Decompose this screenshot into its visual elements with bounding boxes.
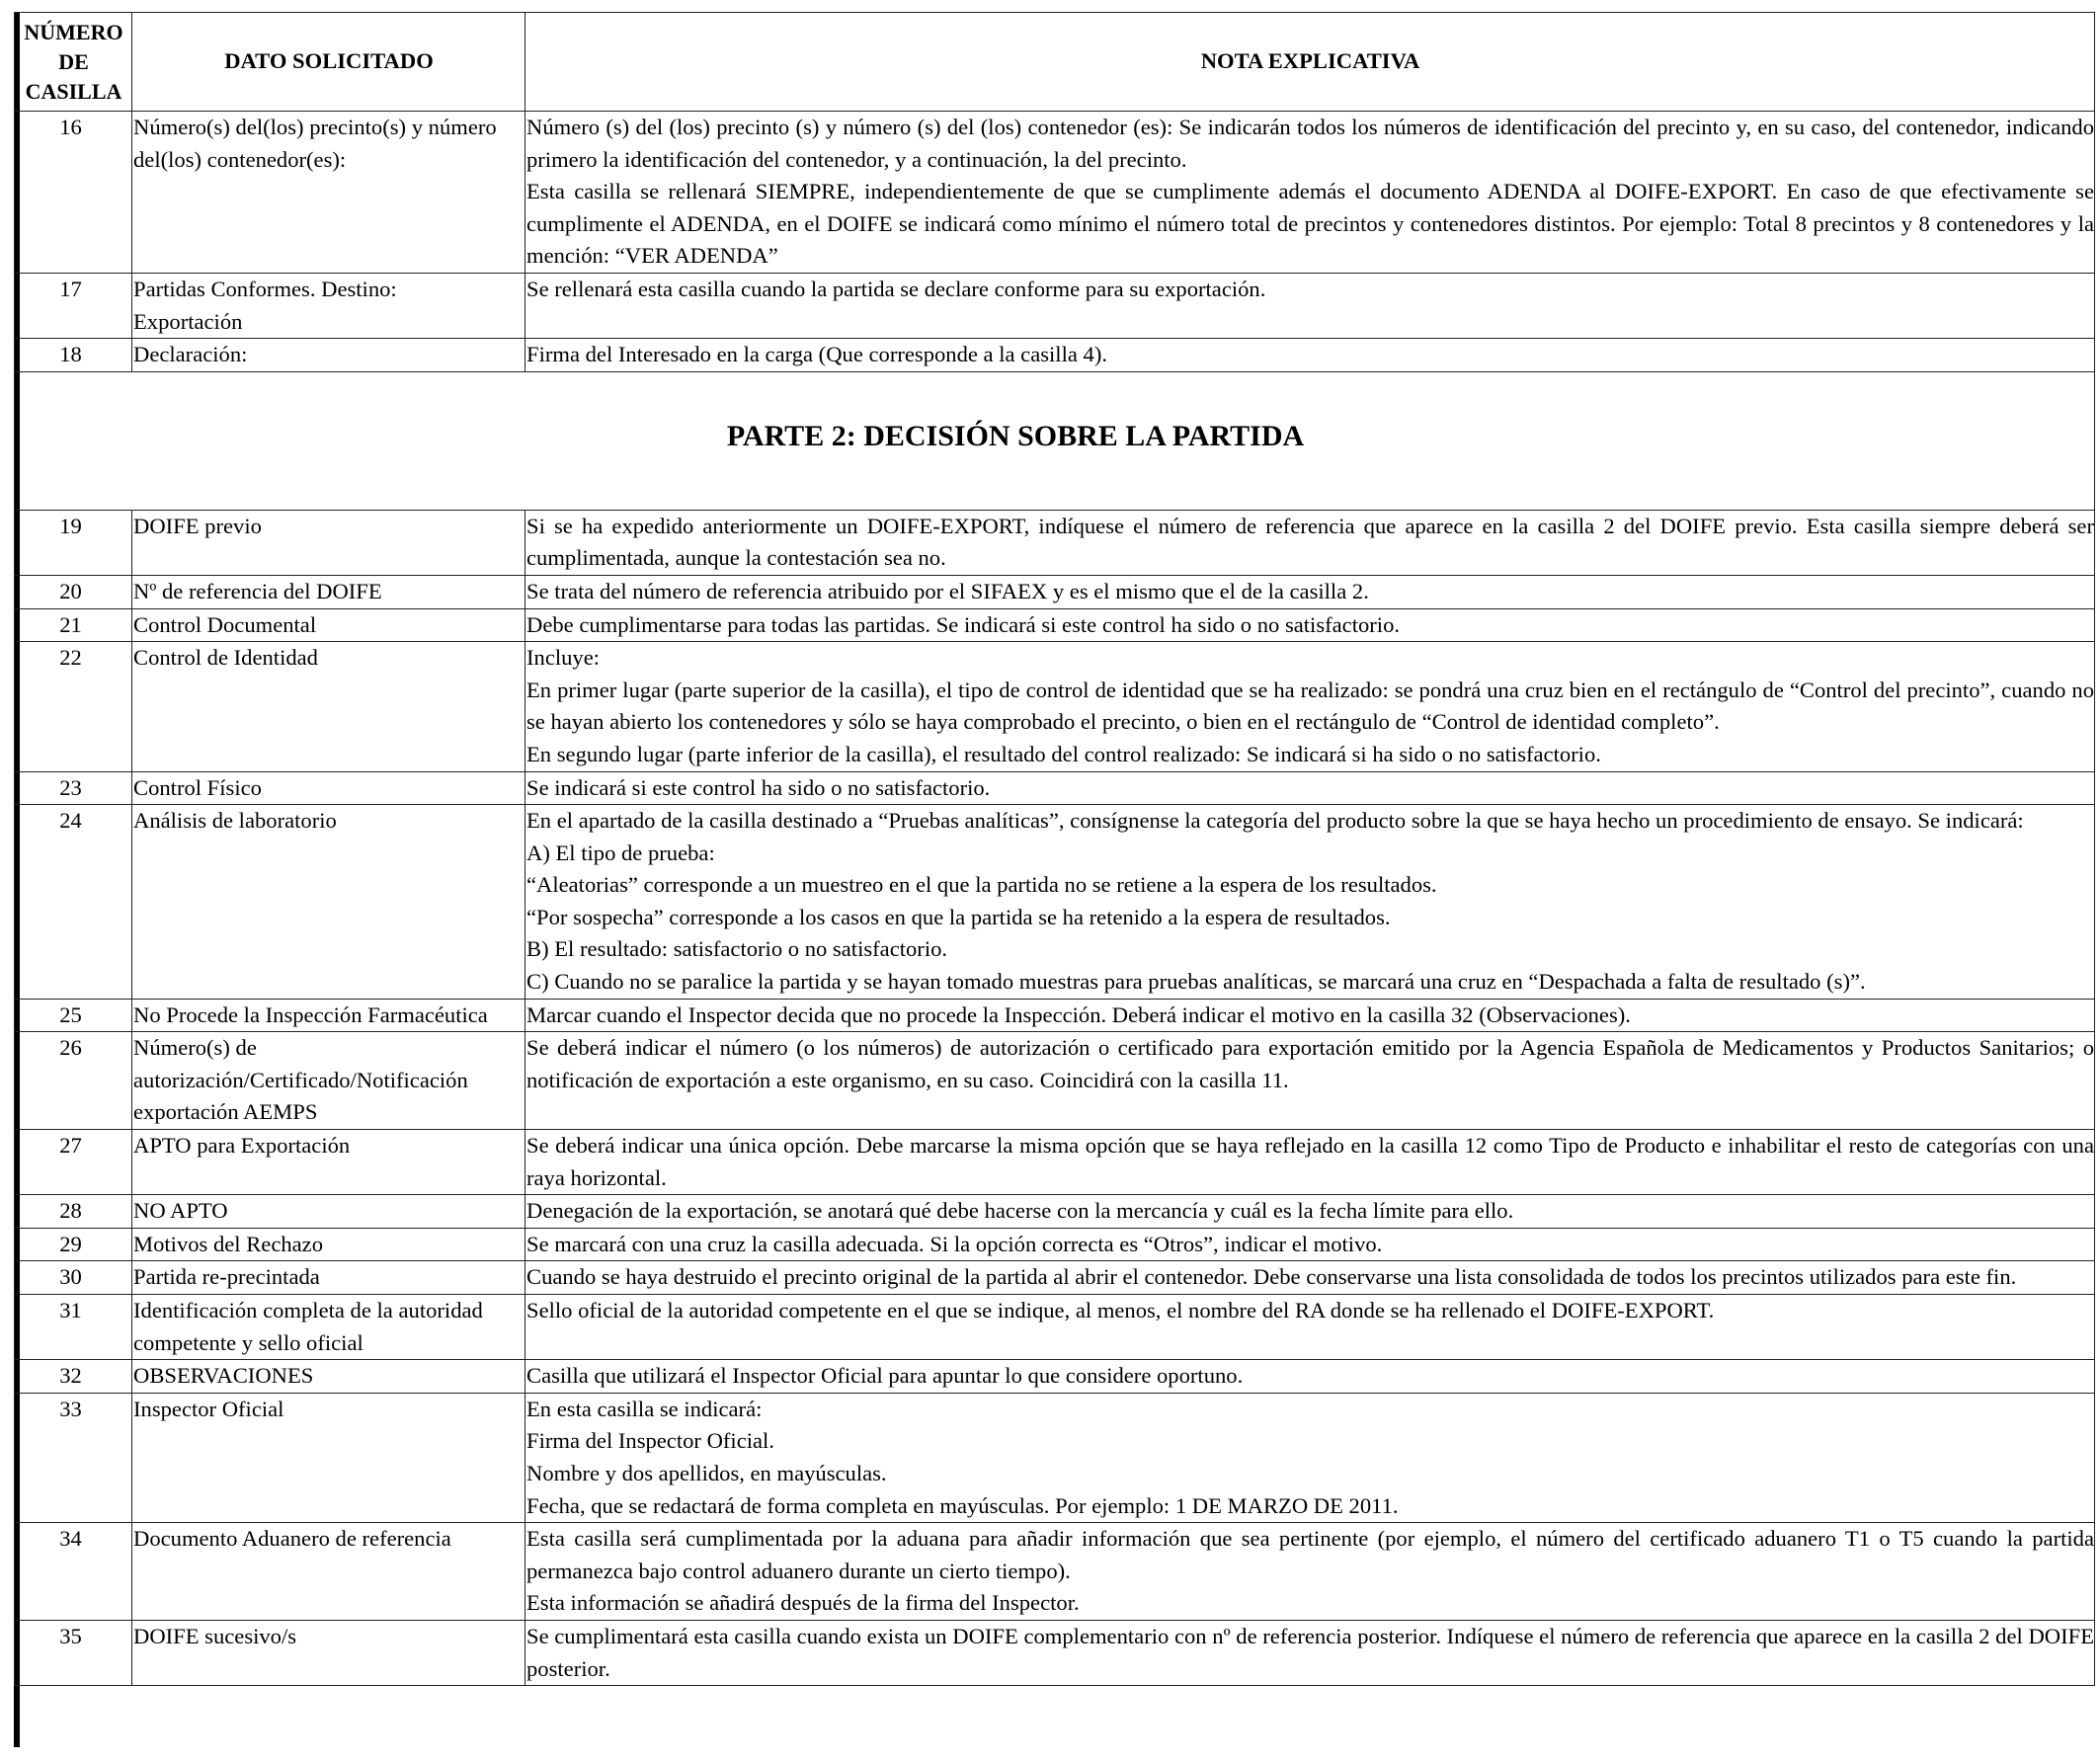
header-numero-line: NÚMERO: [24, 19, 123, 44]
dato-line: Partidas Conformes. Destino:: [133, 276, 397, 301]
dato-solicitado: [132, 273, 525, 338]
header-de-line: DE: [58, 48, 89, 74]
dato-solicitado: [132, 1195, 525, 1229]
nota-paragraph: Marcar cuando el Inspector decida que no procede la Inspección. Deberá indicar el motivo en la casilla 32 (Observaciones).: [526, 1001, 1631, 1027]
table-row: [15, 1228, 2095, 1261]
nota-explicativa: [525, 805, 2095, 1000]
header-dato-solicitado: DATO SOLICITADO: [132, 13, 525, 112]
dato-solicitado: [132, 771, 525, 805]
dato-line: DOIFE previo: [133, 513, 262, 538]
casilla-number: 35: [15, 1620, 132, 1685]
nota-paragraph: En el apartado de la casilla destinado a “Pruebas analíticas”, consígnense la categoría del producto sobre la que se haya hecho un procedimiento de ensayo. Se indicará:: [526, 808, 2024, 834]
nota-explicativa: [525, 1393, 2095, 1522]
nota-paragraph: “Aleatorias” corresponde a un muestreo en el que la partida no se retiene a la espera de los resultados.: [526, 872, 1437, 898]
nota-explicativa: [525, 1523, 2095, 1621]
casilla-number: 33: [15, 1393, 132, 1522]
dato-line: Exportación: [133, 308, 243, 334]
nota-paragraph: Fecha, que se redactará de forma completa en mayúsculas. Por ejemplo: 1 DE MARZO DE 2011.: [526, 1492, 1399, 1518]
casilla-number: 21: [15, 608, 132, 642]
dato-solicitado: [132, 1130, 525, 1195]
dato-solicitado: [132, 1295, 525, 1360]
dato-solicitado: [132, 1360, 525, 1394]
nota-paragraph: Incluye:: [526, 645, 601, 671]
document-page: [14, 12, 2094, 1686]
nota-paragraph: Sello oficial de la autoridad competente en el que se indique, al menos, el nombre del RA donde se ha rellenado el DOIFE-EXPORT.: [526, 1298, 1715, 1322]
dato-solicitado: [132, 1523, 525, 1621]
casilla-number: 17: [15, 273, 132, 338]
section-title-text: PARTE 2: DECISIÓN SOBRE LA PARTIDA: [726, 419, 1305, 452]
casilla-number: 30: [15, 1261, 132, 1295]
nota-explicativa: [525, 1032, 2095, 1130]
nota-paragraph: Esta casilla será cumplimentada por la aduana para añadir información que sea pertinente (por ejemplo, el número del certificado aduanero T1 o T5 cuando la partida permanezca bajo control aduanero durante un cierto tiempo).: [526, 1526, 2094, 1583]
dato-solicitado: [132, 112, 525, 274]
dato-line: Documento Aduanero de referencia: [133, 1526, 451, 1552]
header-row: [15, 13, 2095, 112]
casilla-number: 16: [15, 112, 132, 274]
dato-solicitado: [132, 805, 525, 1000]
dato-solicitado: [132, 1393, 525, 1522]
nota-paragraph: Esta casilla se rellenará SIEMPRE, independientemente de que se cumplimente además el documento ADENDA al DOIFE-EXPORT. En caso de que efectivamente se cumplimente el ADENDA, en el DOIFE se indicará como mínimo el número total de precintos y contenedores distintos. Por ejemplo: Total 8 precintos y 8 contenedores y la mención: “VER ADENDA”: [526, 179, 2094, 269]
table-row: [15, 112, 2095, 274]
nota-explicativa: [525, 112, 2095, 274]
nota-paragraph: Esta información se añadirá después de la firma del Inspector.: [526, 1590, 1080, 1616]
casilla-number: 18: [15, 339, 132, 372]
rows-parte-2: [15, 510, 2095, 1685]
dato-line: Inspector Oficial: [133, 1396, 284, 1421]
dato-solicitado: [132, 1032, 525, 1130]
nota-explicativa: [525, 1130, 2095, 1195]
nota-explicativa: [525, 608, 2095, 642]
nota-paragraph: Se deberá indicar el número (o los números) de autorización o certificado para exportación emitido por la Agencia Española de Medicamentos y Productos Sanitarios; o notificación de exportación a este organismo, en su caso. Coincidirá con la casilla 11.: [526, 1035, 2094, 1092]
table-row: [15, 1032, 2095, 1130]
dato-line: del(los) contenedor(es):: [133, 146, 347, 172]
nota-paragraph: Se marcará con una cruz la casilla adecuada. Si la opción correcta es “Otros”, indicar el motivo.: [526, 1231, 1383, 1256]
dato-solicitado: [132, 339, 525, 372]
nota-paragraph: Casilla que utilizará el Inspector Oficial para apuntar lo que considere oportuno.: [526, 1363, 1244, 1389]
nota-paragraph: En esta casilla se indicará:: [526, 1396, 763, 1421]
nota-explicativa: [525, 273, 2095, 338]
table-row: [15, 510, 2095, 575]
table-row: [15, 999, 2095, 1032]
table-row: [15, 1130, 2095, 1195]
nota-paragraph: Cuando se haya destruido el precinto original de la partida al abrir el contenedor. Debe conservarse una lista consolidada de todos los precintos utilizados para este fin.: [526, 1264, 2017, 1290]
nota-paragraph: Se indicará si este control ha sido o no satisfactorio.: [526, 774, 991, 800]
casilla-number: 19: [15, 510, 132, 575]
casilla-number: 34: [15, 1523, 132, 1621]
nota-paragraph: A) El tipo de prueba:: [526, 840, 715, 865]
dato-line: Número(s) del(los) precinto(s) y número: [133, 115, 497, 139]
dato-solicitado: [132, 1261, 525, 1295]
header-numero-casilla: [15, 13, 132, 112]
table-row: [15, 339, 2095, 372]
dato-line: Control Documental: [133, 611, 317, 637]
dato-solicitado: [132, 642, 525, 771]
nota-paragraph: Si se ha expedido anteriormente un DOIFE-EXPORT, indíquese el número de referencia que aparece en la casilla 2 del DOIFE previo. Esta casilla siempre deberá ser cumplimentada, aunque la contestación sea no.: [526, 513, 2094, 571]
dato-solicitado: [132, 575, 525, 608]
nota-paragraph: Se trata del número de referencia atribuido por el SIFAEX y es el mismo que el de la casilla 2.: [526, 578, 1369, 603]
nota-paragraph: Número (s) del (los) precinto (s) y número (s) del (los) contenedor (es): Se indicarán todos los números de identificación del precinto y, en su caso, del contenedor, indicando primero la identificación del contenedor, y a continuación, la del precinto.: [526, 115, 2094, 172]
table-row: [15, 1620, 2095, 1685]
nota-paragraph: Nombre y dos apellidos, en mayúsculas.: [526, 1460, 887, 1485]
casilla-number: 32: [15, 1360, 132, 1394]
table-row: [15, 575, 2095, 608]
casilla-number: 24: [15, 805, 132, 1000]
casilla-number: 20: [15, 575, 132, 608]
table-row: [15, 608, 2095, 642]
nota-explicativa: [525, 1620, 2095, 1685]
rows-parte-1: [15, 112, 2095, 372]
table-row: [15, 1261, 2095, 1295]
nota-explicativa: [525, 339, 2095, 372]
table-row: [15, 273, 2095, 338]
casilla-number: 23: [15, 771, 132, 805]
dato-solicitado: [132, 999, 525, 1032]
dato-solicitado: [132, 608, 525, 642]
dato-line: No Procede la Inspección Farmacéutica: [133, 1001, 488, 1027]
nota-explicativa: [525, 510, 2095, 575]
dato-line: autorización/Certificado/Notificación: [133, 1067, 468, 1092]
casilla-number: 31: [15, 1295, 132, 1360]
nota-explicativa: [525, 1360, 2095, 1394]
nota-paragraph: En primer lugar (parte superior de la casilla), el tipo de control de identidad que se ha realizado: se pondrá una cruz bien en el rectángulo de “Control del precinto”, cuando no se hayan abierto los contenedores y sólo se haya comprobado el precinto, o bien en el rectángulo de “Control de identidad completo”.: [526, 677, 2094, 735]
nota-paragraph: “Por sospecha” corresponde a los casos en que la partida se ha retenido a la espera de resultados.: [526, 904, 1391, 929]
nota-explicativa: [525, 642, 2095, 771]
dato-line: Nº de referencia del DOIFE: [133, 578, 382, 603]
nota-explicativa: [525, 1228, 2095, 1261]
dato-solicitado: [132, 1620, 525, 1685]
dato-line: Declaración:: [133, 342, 248, 367]
dato-line: Control Físico: [133, 774, 262, 800]
nota-paragraph: Se deberá indicar una única opción. Debe marcarse la misma opción que se haya reflejado en la casilla 12 como Tipo de Producto e inhabilitar el resto de categorías con una raya horizontal.: [526, 1133, 2094, 1190]
dato-line: OBSERVACIONES: [133, 1363, 314, 1389]
nota-paragraph: Firma del Interesado en la carga (Que corresponde a la casilla 4).: [526, 342, 1108, 367]
nota-paragraph: Se rellenará esta casilla cuando la partida se declare conforme para su exportación.: [526, 276, 1266, 301]
dato-line: competente y sello oficial: [133, 1329, 363, 1355]
header-nota-explicativa: NOTA EXPLICATIVA: [525, 13, 2095, 112]
nota-explicativa: [525, 1261, 2095, 1295]
section-row-group: [15, 371, 2095, 510]
dato-line: Número(s) de: [133, 1035, 257, 1061]
table-row: [15, 771, 2095, 805]
nota-paragraph: Firma del Inspector Oficial.: [526, 1428, 774, 1454]
table-row: [15, 1360, 2095, 1394]
doife-table: [14, 12, 2095, 1686]
nota-explicativa: [525, 999, 2095, 1032]
nota-explicativa: [525, 771, 2095, 805]
dato-solicitado: [132, 1228, 525, 1261]
table-row: [15, 1295, 2095, 1360]
dato-line: exportación AEMPS: [133, 1099, 318, 1125]
nota-paragraph: Denegación de la exportación, se anotará qué debe hacerse con la mercancía y cuál es la fecha límite para ello.: [526, 1198, 1514, 1224]
dato-line: DOIFE sucesivo/s: [133, 1623, 297, 1648]
table-row: [15, 1523, 2095, 1621]
nota-paragraph: Debe cumplimentarse para todas las partidas. Se indicará si este control ha sido o no satisfactorio.: [526, 611, 1401, 637]
header-casilla-line: CASILLA: [25, 78, 122, 104]
casilla-number: 28: [15, 1195, 132, 1229]
casilla-number: 22: [15, 642, 132, 771]
casilla-number: 29: [15, 1228, 132, 1261]
dato-line: Análisis de laboratorio: [133, 808, 337, 834]
dato-line: NO APTO: [133, 1198, 228, 1224]
section-row: [15, 371, 2095, 510]
casilla-number: 26: [15, 1032, 132, 1130]
nota-paragraph: En segundo lugar (parte inferior de la casilla), el resultado del control realizado: Se indicará si ha sido o no satisfactorio.: [526, 741, 1601, 766]
dato-line: Control de Identidad: [133, 645, 318, 671]
dato-line: Motivos del Rechazo: [133, 1231, 324, 1256]
nota-explicativa: [525, 1195, 2095, 1229]
nota-explicativa: [525, 1295, 2095, 1360]
dato-line: Identificación completa de la autoridad: [133, 1298, 483, 1322]
dato-solicitado: [132, 510, 525, 575]
dato-line: Partida re-precintada: [133, 1264, 320, 1290]
nota-explicativa: [525, 575, 2095, 608]
dato-line: APTO para Exportación: [133, 1133, 351, 1159]
nota-paragraph: C) Cuando no se paralice la partida y se hayan tomado muestras para pruebas analíticas, se marcará una cruz en “Despachada a falta de resultado (s)”.: [526, 969, 1866, 995]
casilla-number: 27: [15, 1130, 132, 1195]
table-row: [15, 642, 2095, 771]
section-title: [15, 371, 2095, 510]
table-row: [15, 1195, 2095, 1229]
casilla-number: 25: [15, 999, 132, 1032]
table-row: [15, 1393, 2095, 1522]
nota-paragraph: Se cumplimentará esta casilla cuando exista un DOIFE complementario con nº de referencia posterior. Indíquese el número de referencia que aparece en la casilla 2 del DOIFE posterior.: [526, 1623, 2094, 1681]
nota-paragraph: B) El resultado: satisfactorio o no satisfactorio.: [526, 936, 948, 962]
table-row: [15, 805, 2095, 1000]
